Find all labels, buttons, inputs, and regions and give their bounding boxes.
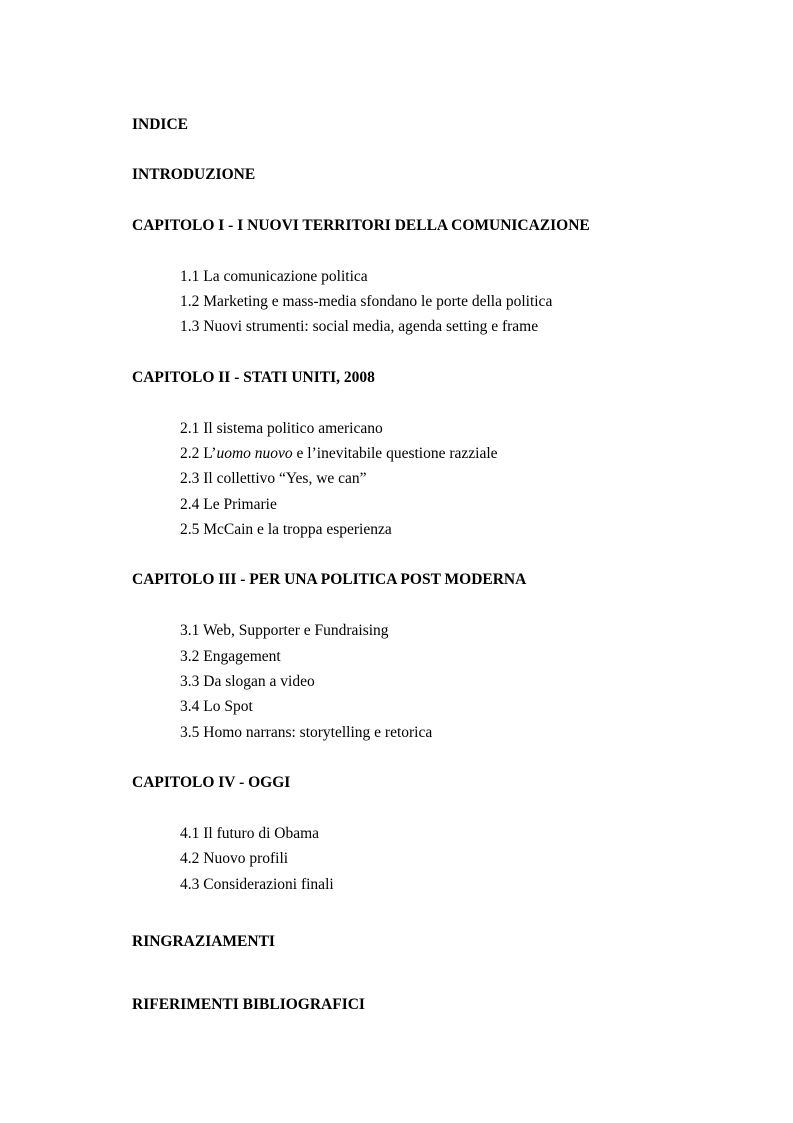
section-3-3: 3.3 Da slogan a video (180, 673, 315, 690)
section-2-5: 2.5 McCain e la troppa esperienza (180, 521, 392, 538)
chapter-1-title: CAPITOLO I - I NUOVI TERRITORI DELLA COMUNICAZIONE (132, 217, 590, 234)
section-4-2: 4.2 Nuovo profili (180, 850, 289, 867)
chapter-4-title: CAPITOLO IV - OGGI (132, 774, 291, 791)
chapter-3-title: CAPITOLO III - PER UNA POLITICA POST MODERNA (132, 571, 527, 588)
section-3-1: 3.1 Web, Supporter e Fundraising (180, 622, 389, 639)
section-1-1: 1.1 La comunicazione politica (180, 268, 368, 285)
section-2-3: 2.3 Il collettivo “Yes, we can” (180, 470, 367, 487)
section-4-3: 4.3 Considerazioni finali (180, 876, 334, 893)
toc-heading-indice: INDICE (132, 116, 188, 133)
section-2-4: 2.4 Le Primarie (180, 496, 277, 513)
section-2-2 (180, 445, 498, 463)
section-2-2-italic: uomo nuovo (216, 445, 293, 462)
chapter-2-title: CAPITOLO II - STATI UNITI, 2008 (132, 369, 375, 386)
toc-heading-introduzione: INTRODUZIONE (132, 166, 256, 183)
section-3-2: 3.2 Engagement (180, 648, 281, 665)
section-2-2-after: e l’inevitabile questione razziale (292, 445, 498, 462)
section-2-1: 2.1 Il sistema politico americano (180, 420, 383, 437)
toc-heading-riferimenti: RIFERIMENTI BIBLIOGRAFICI (132, 996, 365, 1013)
section-1-3: 1.3 Nuovi strumenti: social media, agenda setting e frame (180, 318, 539, 335)
toc-heading-ringraziamenti: RINGRAZIAMENTI (132, 933, 275, 950)
section-4-1: 4.1 Il futuro di Obama (180, 825, 320, 842)
section-2-2-before: 2.2 L’ (180, 445, 217, 462)
section-3-5: 3.5 Homo narrans: storytelling e retorica (180, 724, 433, 741)
section-3-4: 3.4 Lo Spot (180, 698, 253, 715)
section-1-2: 1.2 Marketing e mass-media sfondano le porte della politica (180, 293, 553, 310)
